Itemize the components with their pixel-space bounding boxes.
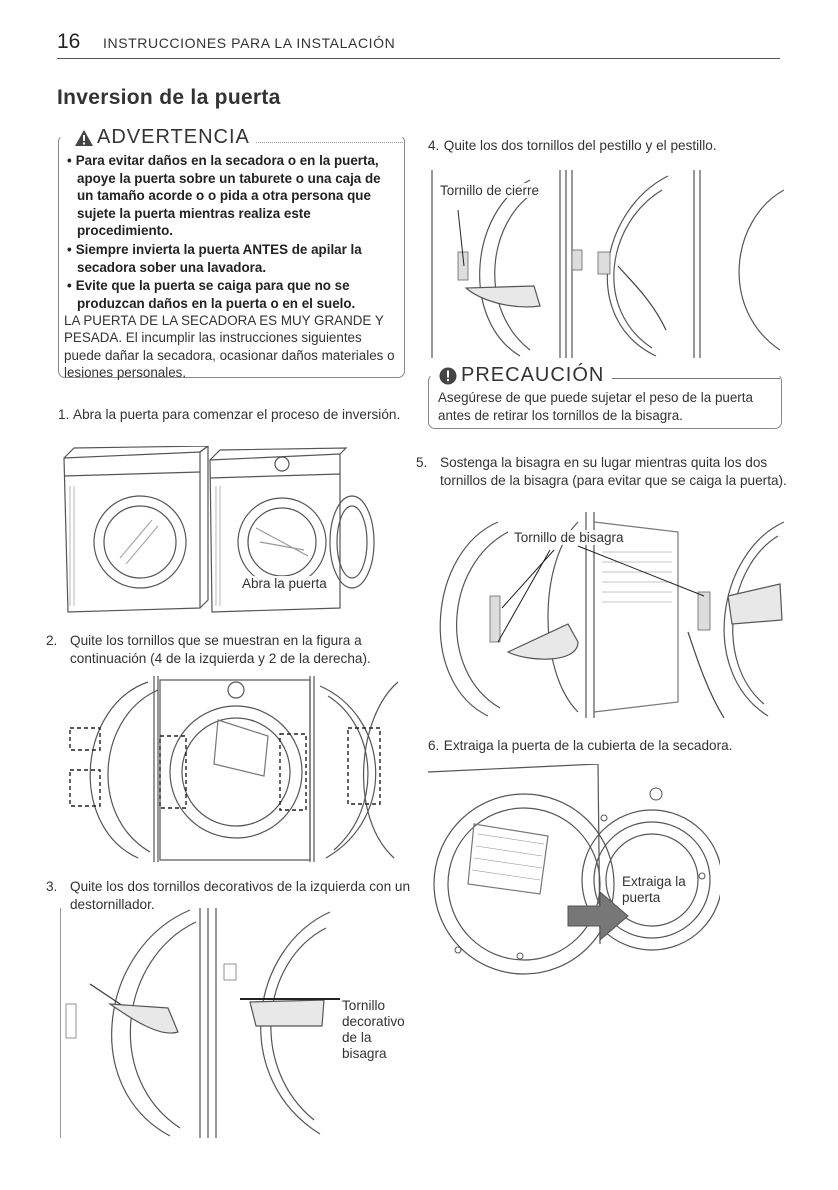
label-latch-screw: Tornillo de cierre [440, 183, 540, 198]
remove-door-illustration [428, 764, 720, 976]
warning-bullet: • Evite que la puerta se caiga para que no se produzcan daños en la puerta o en el suelo. [64, 277, 399, 312]
warning-heading [68, 126, 256, 149]
warning-divider [250, 142, 403, 143]
label-hinge-screw: Tornillo de bisagra [514, 530, 624, 545]
label-remove-door: Extraiga la puerta [622, 874, 686, 905]
step-text: Abra la puerta para comenzar el proceso de inversión. [73, 407, 401, 422]
page-number: 16 [57, 30, 81, 53]
step-text: Quite los dos tornillos decorativos de la izquierda con un destornillador. [70, 879, 411, 912]
warning-icon [74, 129, 94, 147]
decorative-screw-leader [240, 998, 340, 1000]
warning-bullet: • Siempre invierta la puerta ANTES de apilar la secadora sober una lavadora. [64, 241, 399, 276]
header-rule [57, 58, 780, 59]
step-6 [428, 737, 778, 755]
step-text: Sostenga la bisagra en su lugar mientras quita los dos tornillos de la bisagra (para evitar que se caiga la puerta). [440, 455, 787, 488]
latch-screw-illustration [430, 170, 784, 358]
warning-bullets [64, 152, 399, 313]
warning-heading-text: ADVERTENCIA [97, 126, 250, 148]
decorative-screw-illustration [60, 908, 332, 1138]
step-4 [428, 137, 778, 155]
warning-body: LA PUERTA DE LA SECADORA ES MUY GRANDE Y PESADA. El incumplir las instrucciones siguientes puede dañar la secadora, ocasionar daños materiales o lesiones personales. [64, 313, 395, 381]
step-number: 2. [46, 633, 58, 648]
step-number: 5. [416, 455, 428, 470]
caution-icon [439, 367, 457, 385]
step-2 [46, 632, 410, 667]
step-1 [58, 406, 418, 424]
step-text: Extraiga la puerta de la cubierta de la secadora. [443, 738, 733, 753]
caution-body: Asegúrese de que puede sujetar el peso de la puerta antes de retirar los tornillos de la bisagra. [438, 390, 753, 423]
caution-heading [434, 364, 609, 387]
warning-bullet: • Para evitar daños en la secadora o en la puerta, apoye la puerta sobre un taburete o una caja de un tamaño acorde o o pida a otra persona que sujete la puerta mientras realiza este procedimiento. [64, 152, 399, 240]
header-title: INSTRUCCIONES PARA LA INSTALACIÓN [103, 35, 396, 51]
step-text: Quite los dos tornillos del pestillo y el pestillo. [443, 138, 717, 153]
step-number: 4. [428, 138, 440, 153]
step-number: 6. [428, 738, 440, 753]
label-decorative-screw: Tornillo decorativo de la bisagra [342, 998, 405, 1061]
step-number: 3. [46, 879, 58, 894]
step-text: Quite los tornillos que se muestran en la figura a continuación (4 de la izquierda y 2 de la derecha). [70, 633, 371, 666]
step-5 [416, 454, 790, 489]
caution-heading-text: PRECAUCIÓN [461, 364, 605, 386]
label-open-door: Abra la puerta [242, 576, 327, 591]
screw-location-illustration [58, 676, 410, 862]
step-number: 1. [58, 407, 70, 422]
section-title: Inversion de la puerta [57, 86, 281, 109]
caution-divider [612, 378, 780, 379]
